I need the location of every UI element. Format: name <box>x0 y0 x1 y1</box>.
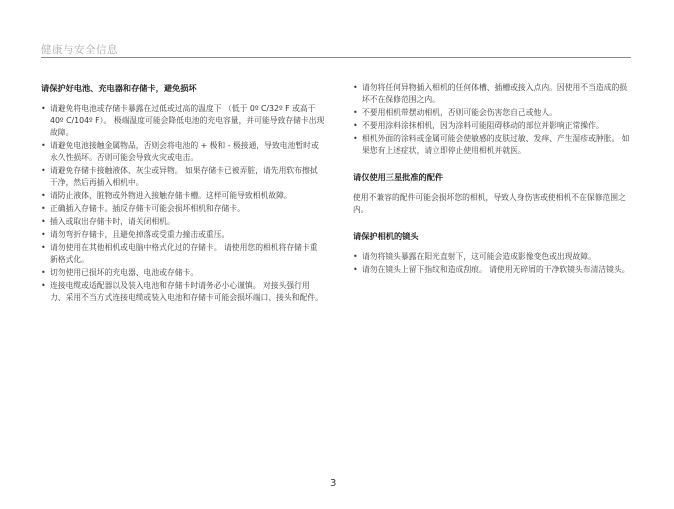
section-title-accessories: 请仅使用三星批准的配件 <box>353 172 444 182</box>
list-item: • 请勿使用在其他相机或电脑中格式化过的存储卡。 请使用您的相机将存储卡重新格式化。 <box>41 242 325 266</box>
page-number: 3 <box>330 478 337 489</box>
list-item: • 请勿在镜头上留下指纹和造成刮痕。 请使用无碎屑的干净软镜头布清洁镜头。 <box>353 264 633 276</box>
list-item: • 正确插入存储卡。插反存储卡可能会损坏相机和存储卡。 <box>41 203 325 215</box>
list-item: • 相机外面的涂料或金属可能会使敏感的皮肤过敏、发痒、产生湿疹或肿胀。 如果您有上述症状，请立即停止使用相机并就医。 <box>353 133 633 157</box>
section-title-lens: 请保护相机的镜头 <box>353 231 419 241</box>
list-item: • 请避免将电池或存储卡暴露在过低或过高的温度下 （低于 0º C/32º F 或高于 40º C/104º F）。 极端温度可能会降低电池的充电容量，并可能导致存储卡出现故障。 <box>41 103 325 139</box>
list-item: • 请避免电池接触金属物品，否则会将电池的 + 极和 - 极接通，导致电池暂时或永久性损坏。否则可能会导致火灾或电击。 <box>41 140 325 164</box>
section-title-battery-card: 请保护好电池、充电器和存储卡，避免损坏 <box>41 83 197 93</box>
list-item: • 请勿将镜头暴露在阳光直射下，这可能会造成影像变色或出现故障。 <box>353 251 633 263</box>
right-column <box>353 82 633 277</box>
camera-care-list <box>353 82 633 157</box>
list-item: • 请避免存储卡接触液体、灰尘或异物。 如果存储卡已被弄脏，请先用软布擦拭干净，然后再插入相机中。 <box>41 165 325 189</box>
battery-card-list <box>41 103 325 304</box>
list-item: • 插入或取出存储卡时，请关闭相机。 <box>41 216 325 228</box>
header-title: 健康与安全信息 <box>41 44 118 56</box>
list-item: • 不要用相机带摆动相机，否则可能会伤害您自己或他人。 <box>353 107 633 119</box>
list-item: • 不要用涂料涂抹相机，因为涂料可能阻碍移动的部位并影响正常操作。 <box>353 120 633 132</box>
list-item: • 请勿将任何异物插入相机的任何体槽、插槽或接入点内。因使用不当造成的损坏不在保修范围之内。 <box>353 82 633 106</box>
list-item: • 请防止液体，脏物或外物进入接触存储卡槽。这样可能导致相机故障。 <box>41 190 325 202</box>
list-item: • 连接电缆或适配器以及装入电池和存储卡时请务必小心谨慎。 对接头强行用力、采用不当方式连接电缆或装入电池和存储卡可能会损坏端口、接头和配件。 <box>41 280 325 304</box>
list-item: • 请勿弯折存储卡，且避免掉落或受重力撞击或重压。 <box>41 229 325 241</box>
lens-list <box>353 251 633 276</box>
accessories-paragraph: 使用不兼容的配件可能会损坏您的相机，导致人身伤害或使相机不在保修范围之内。 <box>353 193 626 214</box>
left-column <box>41 82 325 305</box>
list-item: • 切勿使用已损坏的充电器、电池或存储卡。 <box>41 267 325 279</box>
header-divider <box>41 57 631 58</box>
